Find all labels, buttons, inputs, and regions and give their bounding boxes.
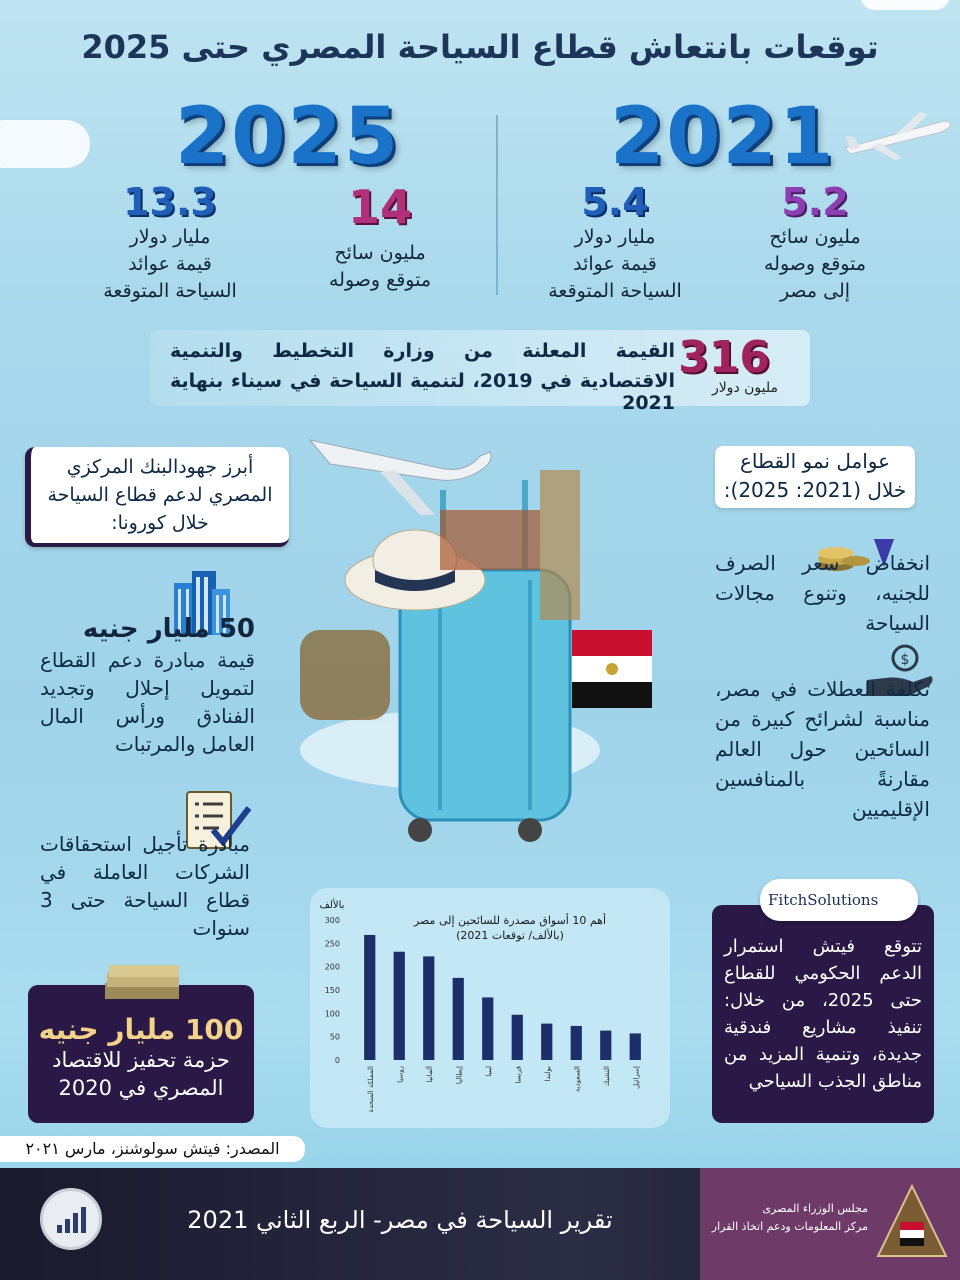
report-icon: [40, 1188, 102, 1250]
chart-bar: [482, 997, 493, 1060]
stimulus-box: [28, 985, 254, 1123]
x-tick-label: إسرائيل: [632, 1066, 641, 1089]
factors-heading: [715, 446, 915, 508]
org-name: مجلس الوزراء المصرى: [762, 1202, 868, 1215]
chart-bar: [600, 1031, 611, 1060]
y-tick-label: 300: [324, 916, 340, 925]
stimulus-amount: 100 مليار جنيه: [38, 1013, 244, 1046]
x-tick-label: روسيا: [396, 1066, 405, 1083]
chart-ylabel: بالألف: [319, 900, 345, 911]
chart-bar: [512, 1015, 523, 1060]
footer-title: تقرير السياحة في مصر- الربع الثاني 2021: [187, 1206, 613, 1234]
factors-heading-line: عوامل نمو القطاع: [739, 449, 891, 473]
y-tick-label: 200: [324, 962, 340, 972]
x-tick-label: إيطاليا: [455, 1066, 464, 1085]
year-2025: 2025: [175, 92, 401, 182]
source-note: المصدر: فيتش سولوشنز، مارس ٢٠٢١: [0, 1136, 305, 1162]
y-tick-label: 50: [329, 1032, 340, 1042]
x-tick-label: فرنسا: [514, 1066, 523, 1084]
cabinet-logo-icon: [874, 1182, 950, 1266]
deferral-initiative: مبادرة تأجيل استحقاقات الشركات العاملة في قطاع السياحة حتى 3 سنوات: [40, 832, 250, 940]
support-amount: 50 مليار جنيه: [82, 614, 255, 644]
stimulus-line: المصري في 2020: [58, 1076, 224, 1100]
stat-line: قيمة عوائد: [573, 253, 657, 275]
stat-2021-revenue: [510, 180, 720, 305]
stat-line: السياحة المتوقعة: [548, 280, 682, 302]
stat-line: مليار دولار: [574, 226, 656, 248]
stat-line: السياحة المتوقعة: [103, 280, 237, 302]
stat-number: 5.4: [581, 180, 649, 224]
central-bank-heading: [25, 447, 289, 547]
stat-number: 5.2: [781, 180, 849, 224]
cloud-left: [0, 120, 90, 168]
x-tick-label: السعودية: [573, 1066, 582, 1093]
stat-line: متوقع وصوله: [328, 269, 432, 291]
y-tick-label: 150: [324, 986, 340, 995]
chart-svg: [310, 888, 670, 1128]
stat-line: مليون سائح: [769, 226, 861, 248]
y-tick-label: 100: [324, 1009, 340, 1019]
chart-bar: [364, 935, 375, 1060]
stat-number: 14: [347, 180, 412, 234]
chart-bar: [423, 956, 434, 1060]
chart-bar: [630, 1033, 641, 1060]
banner-number: 316: [678, 332, 770, 383]
chart-bar: [453, 978, 464, 1060]
support-50-billion: [40, 612, 255, 758]
svg-text:$: $: [900, 652, 910, 668]
factor-item: تكلفة العطلات في مصر، مناسبة لشرائح كبيرة من السائحين حول العالم مقارنةً بالمنافسين الإقليميين: [715, 677, 930, 821]
chart-title: أهم 10 أسواق مصدرة للسائحين إلى مصر: [413, 914, 607, 927]
stat-2025-revenue: [70, 180, 270, 305]
fitch-logo-box: [760, 879, 918, 921]
x-tick-label: التشيك: [602, 1066, 611, 1087]
page-title: توقعات بانتعاش قطاع السياحة المصري حتى 2025: [81, 28, 879, 66]
banner-line: الاقتصادية في 2019، لتنمية السياحة في سيناء بنهاية 2021: [170, 370, 675, 414]
stimulus-line: حزمة تحفيز للاقتصاد: [52, 1048, 230, 1072]
support-text: قيمة مبادرة دعم القطاع لتمويل إحلال وتجديد الفنادق ورأس المال العامل والمرتبات: [40, 648, 255, 756]
x-tick-label: ليبيا: [484, 1066, 493, 1077]
cash-stack-icon: [103, 963, 183, 1003]
airplane-icon: [840, 110, 955, 160]
x-tick-label: ألمانيا: [425, 1066, 434, 1083]
cabinet-logo-box: [700, 1168, 960, 1280]
fitch-logo: FitchSolutions: [768, 891, 879, 909]
factors-heading-line: خلال (2021: 2025):: [723, 478, 907, 502]
stat-line: مليار دولار: [129, 226, 211, 248]
central-bank-heading-text: أبرز جهودالبنك المركزي المصري لدعم قطاع السياحة خلال كورونا:: [47, 456, 273, 534]
stat-number: 13.3: [123, 180, 217, 224]
stat-line: متوقع وصوله: [763, 253, 867, 275]
y-tick-label: 250: [324, 939, 340, 949]
year-2021: 2021: [610, 92, 836, 182]
fitch-text: تتوقع فيتش استمرار الدعم الحكومي للقطاع حتى 2025، من خلال: تنفيذ مشاريع فندقية جديدة، وتنمية المزيد من مناطق الجذب السياحي: [724, 936, 922, 1092]
banner-line: القيمة المعلنة من وزارة التخطيط والتنمية: [170, 340, 675, 362]
x-tick-label: المملكة المتحدة: [366, 1066, 375, 1113]
stat-2025-tourists: [285, 180, 475, 294]
banner-unit: مليون دولار: [711, 380, 778, 396]
x-tick-label: بولندا: [543, 1066, 552, 1082]
year-divider: [496, 115, 498, 295]
chart-bar: [394, 952, 405, 1060]
y-tick-label: 0: [334, 1056, 340, 1065]
fitch-box: [712, 891, 934, 1123]
factor-item: انخفاض سعر الصرف للجنيه، وتنوع مجالات السياحة: [715, 551, 930, 635]
stat-line: قيمة عوائد: [128, 253, 212, 275]
source-markets-chart: [310, 888, 670, 1128]
chart-subtitle: (بالألف/ توقعات 2021): [456, 929, 564, 942]
chart-bar: [541, 1024, 552, 1060]
stat-2021-tourists: [715, 180, 915, 305]
travel-illustration: [290, 420, 690, 870]
stat-line: إلى مصر: [779, 280, 851, 302]
sinai-funding-banner: [150, 330, 810, 414]
chart-bar: [571, 1026, 582, 1060]
stat-line: مليون سائح: [334, 242, 426, 264]
cloud-top-right: [860, 0, 950, 10]
org-name: مركز المعلومات ودعم اتخاذ القرار: [711, 1220, 868, 1233]
